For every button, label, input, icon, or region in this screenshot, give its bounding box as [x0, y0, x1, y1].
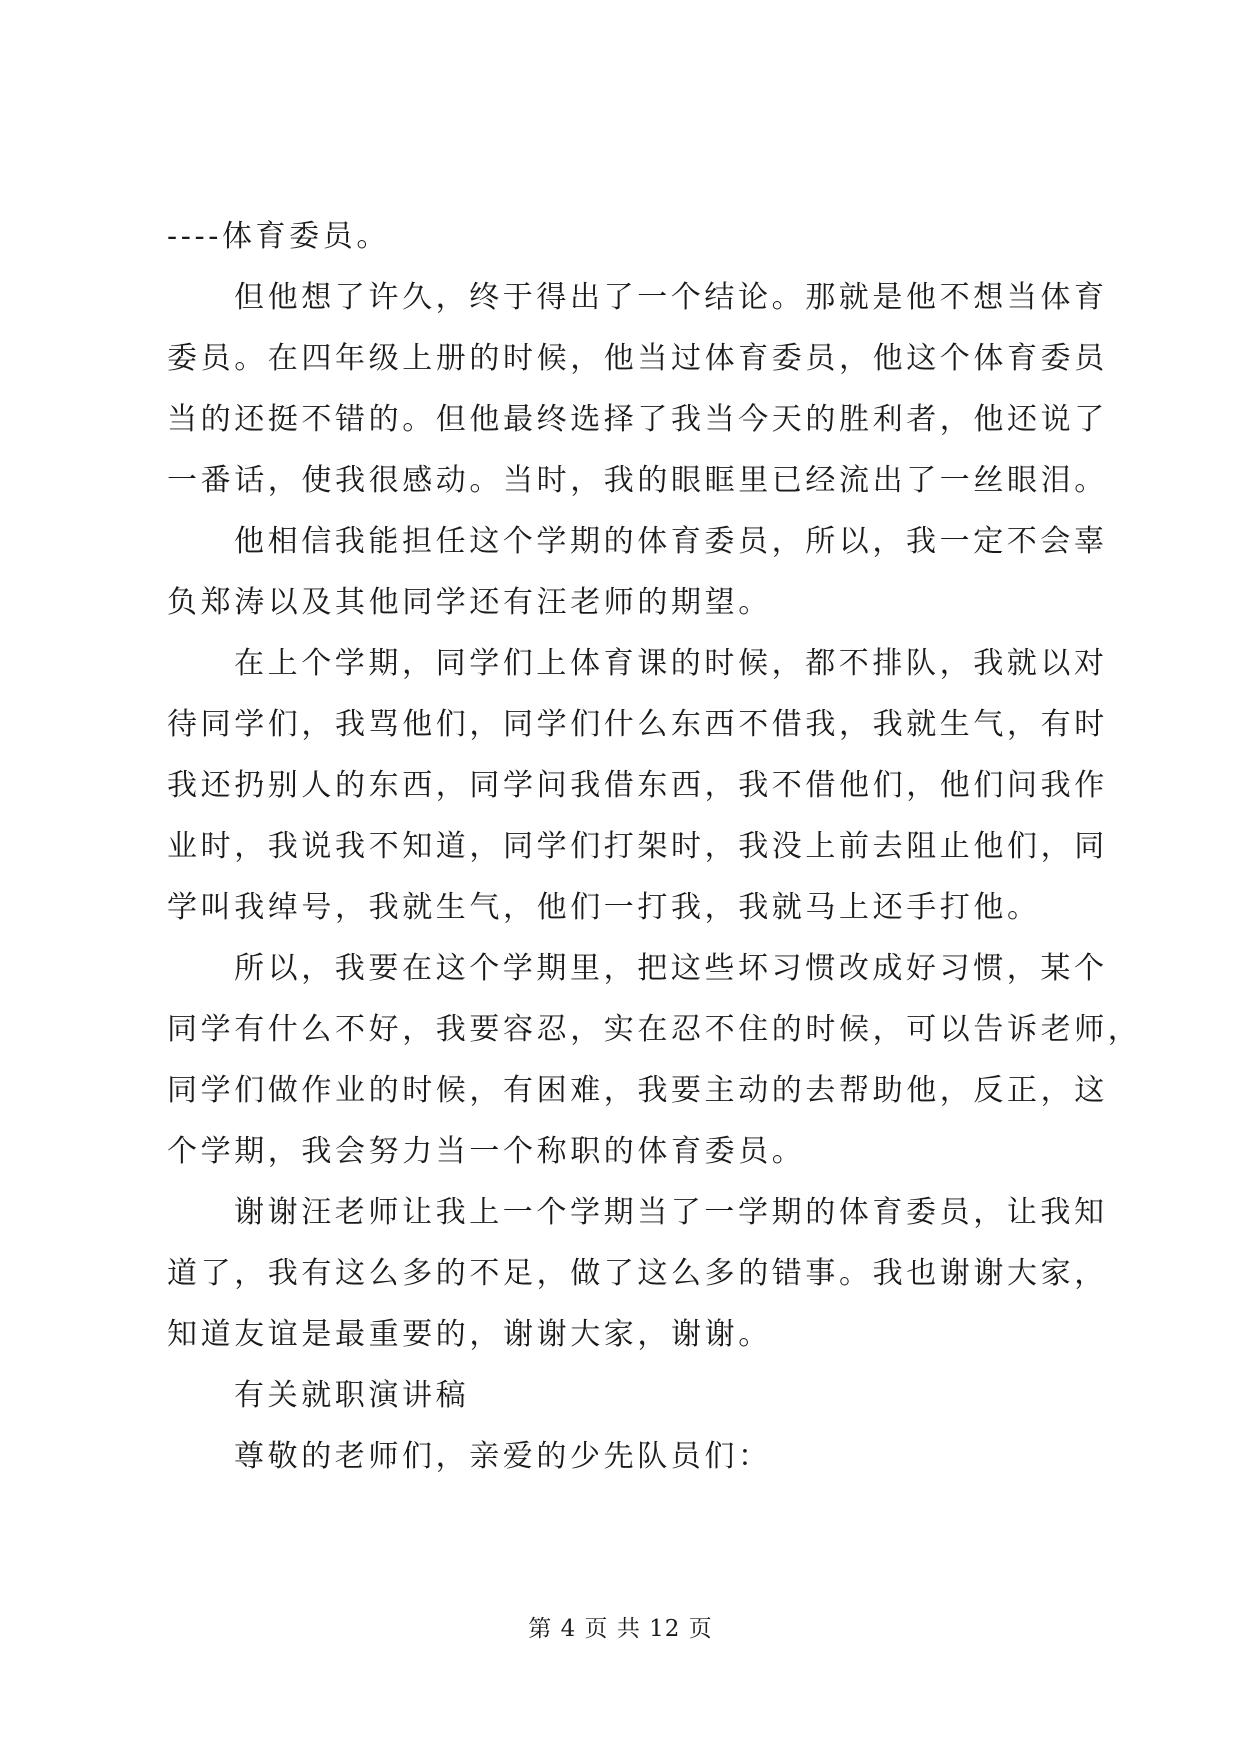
- text-line-5: 一番话，使我很感动。当时，我的眼眶里已经流出了一丝眼泪。: [167, 463, 1108, 498]
- text-line-12: 学叫我绰号，我就生气，他们一打我，我就马上还手打他。: [167, 890, 1041, 925]
- text-line-18: 道了，我有这么多的不足，做了这么多的错事。我也谢谢大家，: [167, 1256, 1108, 1291]
- text-line-7: 负郑涛以及其他同学还有汪老师的期望。: [167, 585, 772, 620]
- text-line-3: 委员。在四年级上册的时候，他当过体育委员，他这个体育委员: [167, 341, 1108, 376]
- section-heading: 有关就职演讲稿: [234, 1378, 470, 1413]
- text-line-9: 待同学们，我骂他们，同学们什么东西不借我，我就生气，有时: [167, 707, 1108, 742]
- text-line-10: 我还扔别人的东西，同学问我借东西，我不借他们，他们问我作: [167, 768, 1108, 803]
- text-line-4: 当的还挺不错的。但他最终选择了我当今天的胜利者，他还说了: [167, 402, 1108, 437]
- text-line-1: ----体育委员。: [167, 219, 390, 254]
- text-line-11: 业时，我说我不知道，同学们打架时，我没上前去阻止他们，同: [167, 829, 1108, 864]
- page-number-footer: 第 4 页 共 12 页: [528, 1616, 713, 1642]
- salutation-line: 尊敬的老师们，亲爱的少先队员们：: [234, 1439, 772, 1474]
- document-body: [167, 206, 1142, 1487]
- text-line-14: 同学有什么不好，我要容忍，实在忍不住的时候，可以告诉老师，: [167, 1012, 1142, 1047]
- text-line-19: 知道友谊是最重要的，谢谢大家，谢谢。: [167, 1317, 772, 1352]
- text-line-16: 个学期，我会努力当一个称职的体育委员。: [167, 1134, 806, 1169]
- text-line-15: 同学们做作业的时候，有困难，我要主动的去帮助他，反正，这: [167, 1073, 1108, 1108]
- text-line-8: 在上个学期，同学们上体育课的时候，都不排队，我就以对: [234, 646, 1108, 681]
- text-line-2: 但他想了许久，终于得出了一个结论。那就是他不想当体育: [234, 280, 1108, 315]
- text-line-17: 谢谢汪老师让我上一个学期当了一学期的体育委员，让我知: [234, 1195, 1108, 1230]
- text-line-13: 所以，我要在这个学期里，把这些坏习惯改成好习惯，某个: [234, 951, 1108, 986]
- text-line-6: 他相信我能担任这个学期的体育委员，所以，我一定不会辜: [234, 524, 1108, 559]
